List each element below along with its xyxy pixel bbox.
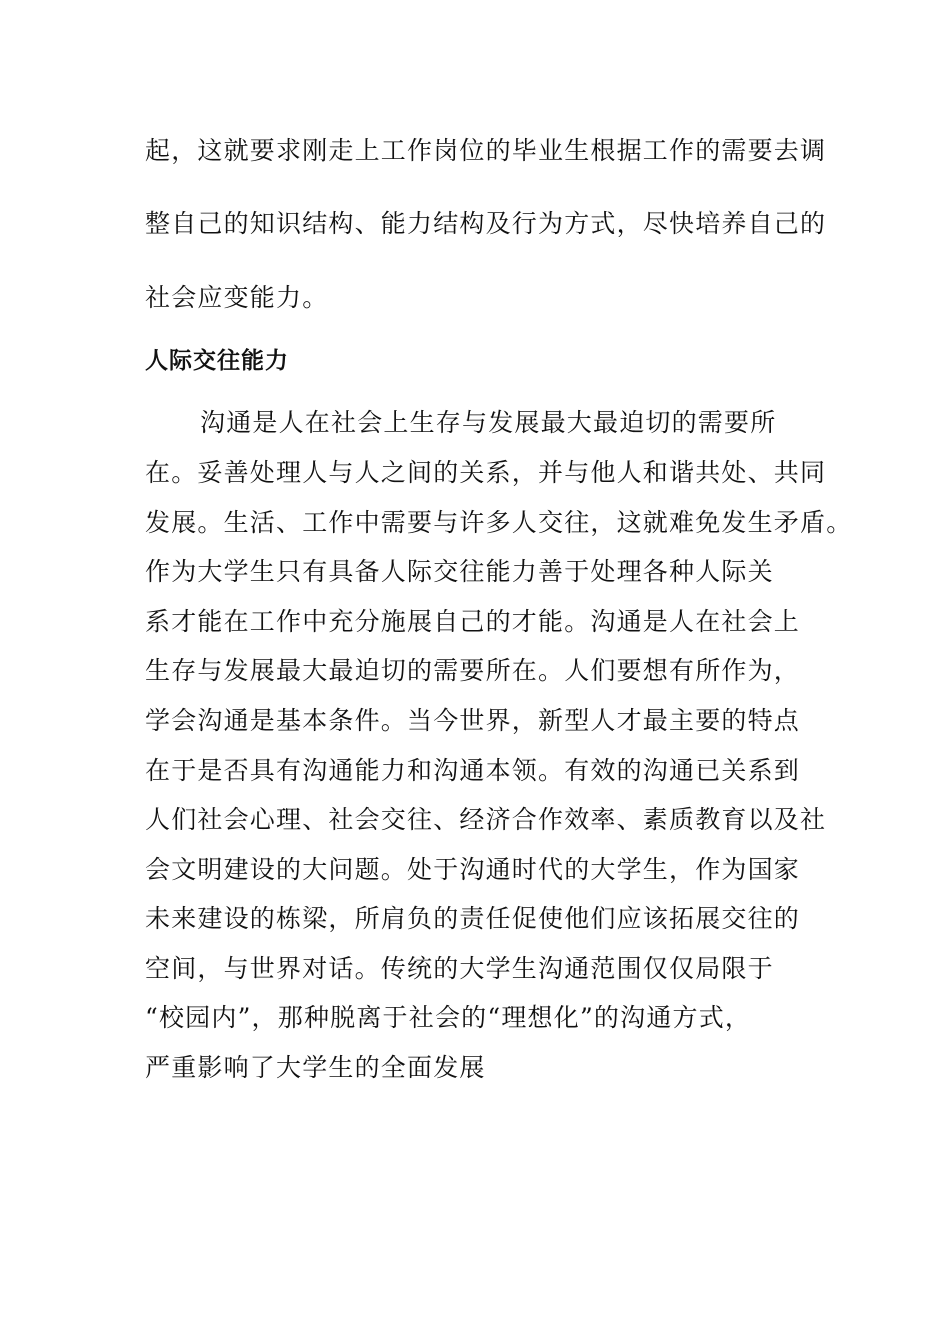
- paragraph-line: 空间，与世界对话。传统的大学生沟通范围仅仅局限于: [145, 954, 774, 983]
- paragraph-line: 发展。生活、工作中需要与许多人交往，这就难免发生矛盾。: [145, 508, 853, 537]
- paragraph-line: 学会沟通是基本条件。当今世界，新型人才最主要的特点: [145, 706, 801, 735]
- paragraph-line: 系才能在工作中充分施展自己的才能。沟通是人在社会上: [145, 607, 801, 636]
- paragraph-line: 作为大学生只有具备人际交往能力善于处理各种人际关: [145, 557, 774, 586]
- paragraph-line: 人们社会心理、社会交往、经济合作效率、素质教育以及社: [145, 805, 827, 834]
- paragraph-line: 社会应变能力。: [145, 283, 329, 312]
- paragraph-line: 在。妥善处理人与人之间的关系，并与他人和谐共处、共同: [145, 458, 827, 487]
- paragraph-line: 起，这就要求刚走上工作岗位的毕业生根据工作的需要去调: [145, 136, 827, 165]
- paragraph-line: 生存与发展最大最迫切的需要所在。人们要想有所作为，: [145, 656, 801, 685]
- paragraph-line: 在于是否具有沟通能力和沟通本领。有效的沟通已关系到: [145, 756, 801, 785]
- paragraph-line: 未来建设的栋梁，所肩负的责任促使他们应该拓展交往的: [145, 904, 801, 933]
- paragraph-line: 严重影响了大学生的全面发展: [145, 1053, 486, 1082]
- paragraph-line: 会文明建设的大问题。处于沟通时代的大学生，作为国家: [145, 855, 801, 884]
- section-heading: 人际交往能力: [145, 348, 289, 374]
- paragraph-line: 整自己的知识结构、能力结构及行为方式，尽快培养自己的: [145, 209, 827, 238]
- paragraph-line: “校园内”，那种脱离于社会的“理想化”的沟通方式，: [145, 1003, 752, 1032]
- paragraph-line: 沟通是人在社会上生存与发展最大最迫切的需要所: [200, 408, 777, 437]
